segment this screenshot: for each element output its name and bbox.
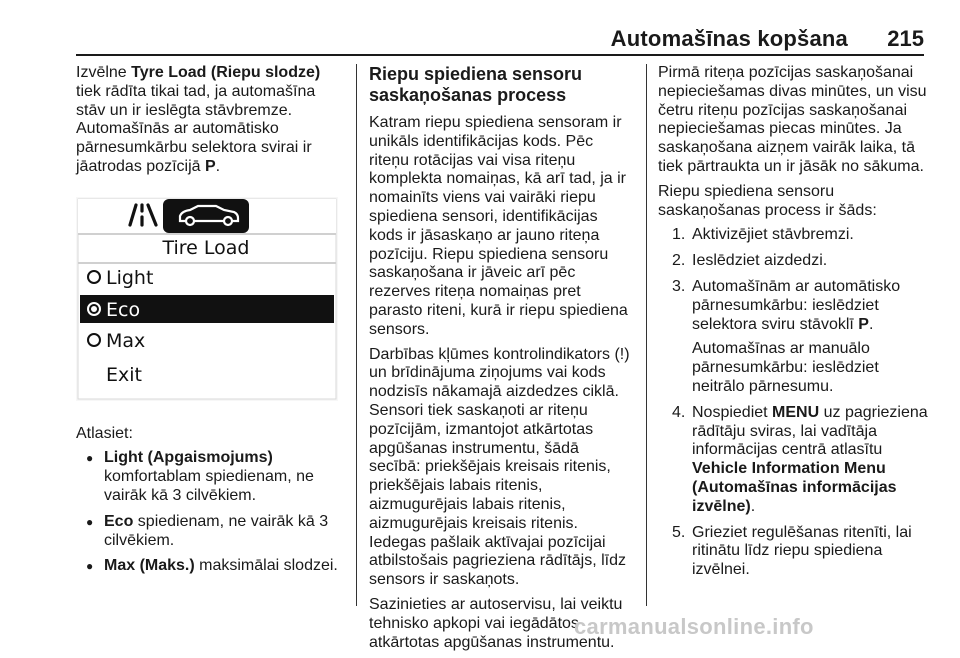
column-3	[658, 64, 933, 587]
list-item: ● Max (Maks.) maksimālai slodzei.	[76, 557, 346, 576]
paragraph: Riepu spiediena sensoru saskaņošanas process ir šāds:	[658, 182, 877, 219]
option-max-label: Max	[106, 329, 146, 352]
display-title: Tire Load	[162, 236, 250, 259]
status-divider	[78, 233, 336, 235]
paragraph: Darbības kļūmes kontrolindikators (!) un brīdinājuma ziņojums vai kods nodzisīs nākamajā aizdedzes ciklā. Sensori tiek saskaņoti ar riteņu pozīcijām, izmantojot atkārtotas apgūšanas instrumentu, šādā secībā: priekšējais kreisais ritenis, priekšējais labais ritenis, aizmugurējais labais ritenis, aizmugurējais kreisais ritenis. Iedegas pašlaik aktīvajai pozīcijai atbilstošais pagrieziena rādītājs, līdz sensors ir saskaņots.	[369, 345, 630, 589]
option-eco-label: Eco	[106, 298, 141, 321]
select-label: Atlasiet:	[76, 424, 133, 442]
watermark: carmanualsonline.info	[574, 614, 814, 639]
column-divider	[356, 64, 357, 606]
menu-name: Tyre Load (Riepu slodze)	[131, 64, 321, 81]
paragraph: Sazinieties ar autoservisu, lai veiktu tehnisko apkopi vai iegādātos atkārtotas apgūšanas instrumentu.	[369, 595, 623, 651]
header-rule	[76, 54, 924, 56]
tyre-load-display-image	[76, 197, 338, 401]
list-item: 5. Grieziet regulēšanas ritenīti, lai ritinātu līdz riepu spiediena izvēlnei.	[672, 523, 912, 579]
paragraph: Pirmā riteņa pozīcijas saskaņošanai nepieciešamas divas minūtes, un visu četru riteņu pozīcijas saskaņošanai nepieciešamas piecas minūtes. Ja saskaņošana aizņem vairāk laika, tā tiek pārtraukta un ir jāsāk no sākuma.	[658, 64, 927, 175]
car-tab	[163, 199, 249, 233]
list-item: ● Eco spiedienam, ne vairāk kā 3 cilvēkiem.	[76, 513, 346, 551]
gear-p: P	[204, 157, 216, 175]
list-item: 2. Ieslēdziet aizdedzi.	[672, 252, 828, 270]
column-2	[369, 64, 634, 658]
column-1	[76, 64, 346, 583]
option-light-label: Light	[106, 266, 154, 289]
column-divider	[646, 64, 647, 606]
steps-list	[658, 226, 933, 580]
intro-paragraph: Izvēlne Tyre Load (Riepu slodze) tiek rādīta tikai tad, ja automašīna stāv un ir ieslēgta stāvbremze. Automašīnās ar automātisko pārnesumkārbu selektora svirai ir jāatrodas pozīcijā P.	[76, 64, 321, 175]
list-item: ● Light (Apgaismojums) komfortablam spiedienam, ne vairāk kā 3 cilvēkiem.	[76, 449, 346, 505]
section-heading: Riepu spiediena sensoru saskaņošanas process	[369, 64, 583, 105]
page-header	[0, 0, 960, 56]
display-exit: Exit	[106, 363, 142, 386]
list-item: 3. Automašīnām ar automātisko pārnesumkārbu: ieslēdziet selektora sviru stāvoklī P. Automašīnas ar manuālo pārnesumkārbu: ieslēdziet neitrālo pārnesumu.	[672, 277, 901, 395]
title-divider	[78, 262, 336, 264]
page-number: 215	[887, 26, 924, 51]
page-title: Automašīnas kopšana	[610, 26, 848, 51]
tpms-warning-icon: (!)	[614, 345, 630, 363]
list-item: 4. Nospiediet MENU uz pagrieziena rādītāju sviras, lai vadītāja informācijas centrā atlasītu Vehicle Information Menu (Automašīnas informācijas izvēlne).	[672, 403, 928, 515]
option-list	[76, 449, 346, 576]
list-item: 1. Aktivizējiet stāvbremzi.	[672, 226, 854, 244]
paragraph: Katram riepu spiediena sensoram ir unikāls identifikācijas kods. Pēc riteņu rotācijas vai visa riteņu komplekta nomaiņas, kā arī tad, ja ir nomainīts viens vai vairāki riepu spiediena sensori, identifikācijas kods ir jāsaskaņo ar jauno riteņa pozīciju. Riepu spiediena sensoru saskaņošana ir jāveic arī pēc rezerves riteņa nomaiņas pret parasto riteni, kurā ir riepu spiediena sensors.	[369, 114, 628, 338]
